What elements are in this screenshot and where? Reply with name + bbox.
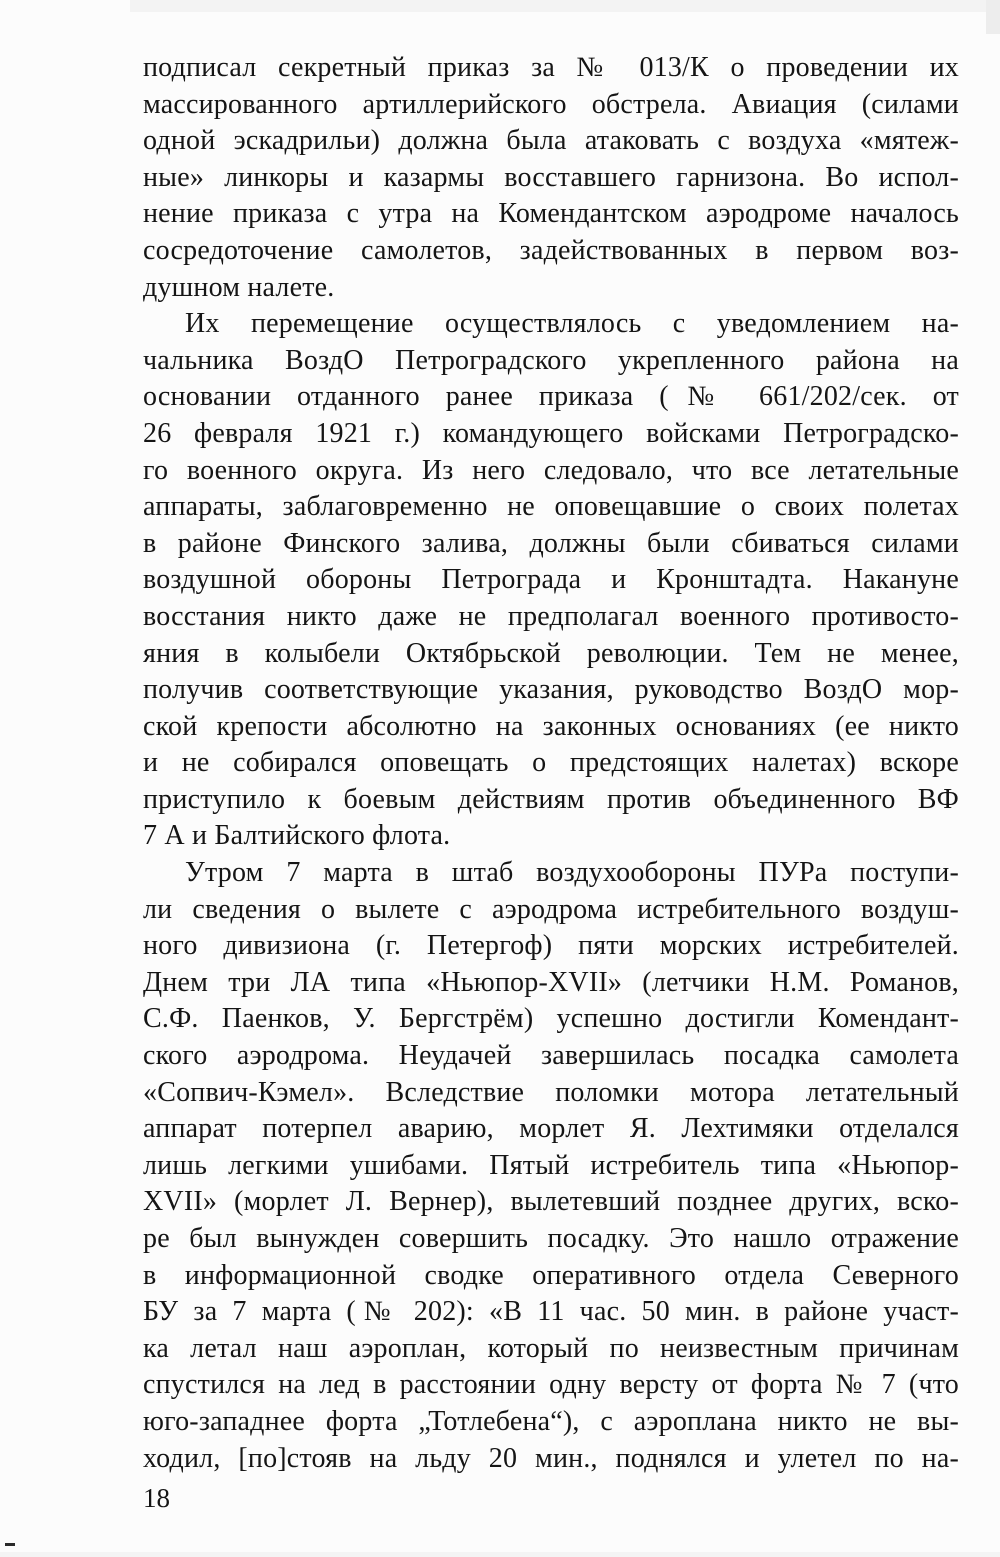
text-line: подписал секретный приказ за № 013/К о проведении их (143, 52, 959, 83)
text-line: лишь легкими ушибами. Пятый истребитель типа «Ньюпор- (143, 1149, 959, 1181)
text-line: сосредоточение самолетов, задействованных в первом воз- (143, 234, 959, 266)
scan-artifact-dash (5, 1543, 15, 1546)
text-line: ного дивизиона (г. Петергоф) пяти морских истребителей. (143, 930, 959, 962)
text-line: 7 А и Балтийского флота. (143, 820, 451, 852)
text-line: ка летал наш аэроплан, который по неизвестным причинам (143, 1332, 959, 1364)
text-line: душном налете. (143, 271, 335, 303)
page-number: 18 (143, 1483, 170, 1513)
scan-artifact-top (130, 0, 1000, 12)
text-line: в информационной сводке оперативного отдела Северного (143, 1259, 959, 1291)
text-line: 26 февраля 1921 г.) командующего войсками Петроградско- (143, 417, 959, 449)
text-line: массированного артиллерийского обстрела. Авиация (силами (143, 88, 959, 120)
text-line: го военного округа. Из него следовало, что все летательные (143, 454, 959, 486)
text-line: в районе Финского залива, должны были сбиваться силами (143, 527, 959, 559)
text-line: С.Ф. Паенков, У. Бергстрём) успешно достигли Комендант- (143, 1003, 959, 1035)
text-line: Утром 7 марта в штаб воздухообороны ПУРа поступи- (185, 857, 959, 889)
text-line: воздушной обороны Петрограда и Кронштадта. Накануне (143, 564, 959, 596)
text-line: приступило к боевым действиям против объединенного ВФ (143, 783, 959, 815)
text-line: получив соответствующие указания, руководство ВоздО мор- (143, 674, 959, 706)
text-line: аппарат потерпел аварию, морлет Я. Лехтимяки отделался (143, 1113, 959, 1145)
text-line: ре был вынужден совершить посадку. Это нашло отражение (143, 1223, 959, 1254)
text-line: Их перемещение осуществлялось с уведомлением на- (185, 308, 959, 340)
page-text (143, 50, 959, 1477)
text-line: ные» линкоры и казармы восставшего гарнизона. Во испол- (143, 161, 959, 193)
text-line: и не собирался оповещать о предстоящих налетах) вскоре (143, 747, 959, 779)
text-line: яния в колыбели Октябрьской революции. Тем не менее, (143, 637, 959, 669)
text-line: Днем три ЛА типа «Ньюпор-XVII» (летчики Н.М. Романов, (143, 966, 959, 998)
text-line: аппараты, заблаговременно не оповещавшие о своих полетах (143, 491, 959, 523)
text-line: основании отданного ранее приказа (№ 661/202/сек. от (143, 381, 959, 413)
text-line: XVII» (морлет Л. Вернер), вылетевший позднее других, вско- (143, 1186, 959, 1218)
text-line: ской крепости абсолютно на законных основаниях (ее никто (143, 710, 959, 742)
text-line: ходил, [по]стояв на льду 20 мин., поднялся и улетел по на- (143, 1442, 959, 1474)
text-line: нение приказа с утра на Комендантском аэродроме началось (143, 198, 959, 230)
text-line: БУ за 7 марта (№ 202): «В 11 час. 50 мин. в районе участ- (143, 1296, 959, 1328)
scan-artifact-bottom (0, 1552, 1000, 1557)
text-line: юго-западнее форта „Тотлебена“), с аэроплана никто не вы- (143, 1405, 959, 1437)
text-line: одной эскадрильи) должна была атаковать с воздуха «мятеж- (143, 125, 959, 157)
text-line: «Сопвич-Кэмел». Вследствие поломки мотора летательный (143, 1076, 959, 1108)
text-line: чальника ВоздО Петроградского укрепленного района на (143, 344, 959, 376)
scan-artifact-corner (986, 0, 1000, 34)
text-line: спустился на лед в расстоянии одну версту от форта № 7 (что (143, 1369, 959, 1401)
text-line: восстания никто даже не предполагал военного противосто- (143, 600, 959, 632)
text-line: ского аэродрома. Неудачей завершилась посадка самолета (143, 1040, 959, 1072)
text-line: ли сведения о вылете с аэродрома истребительного воздуш- (143, 893, 959, 925)
